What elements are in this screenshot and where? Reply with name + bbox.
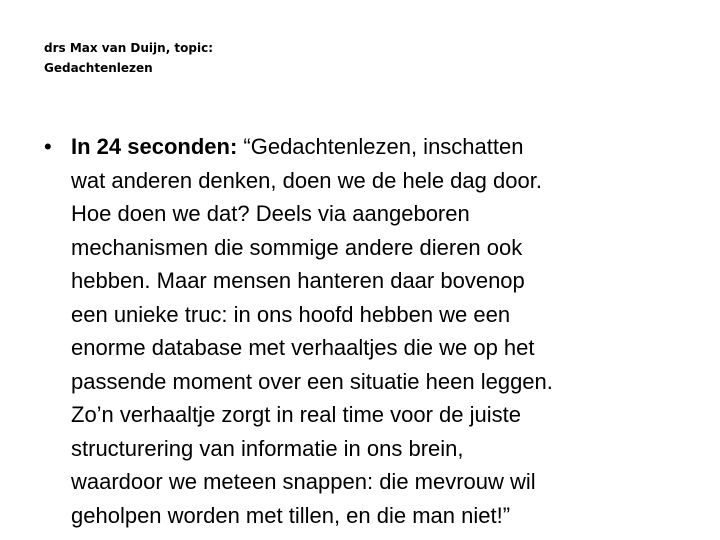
bullet-lead: In 24 seconden:	[71, 134, 238, 159]
bullet-line-11: geholpen worden met tillen, en die man niet!”	[71, 502, 511, 528]
header-author-topic: drs Max van Duijn, topic:	[44, 41, 214, 55]
bullet-line-3: mechanismen die sommige andere dieren ook	[71, 234, 523, 260]
slide-header	[44, 38, 364, 78]
header-topic-name: Gedachtenlezen	[44, 61, 153, 75]
bullet-line-4: hebben. Maar mensen hanteren daar bovenop	[71, 268, 525, 293]
bullet-text	[71, 130, 704, 532]
bullet-line-2: Hoe doen we dat? Deels via aangeboren	[71, 201, 470, 226]
bullet-line-5: een unieke truc: in ons hoofd hebben we een	[71, 301, 511, 327]
bullet-item	[44, 130, 704, 532]
slide-body	[44, 130, 704, 532]
bullet-line-1: wat anderen denken, doen we de hele dag door.	[71, 167, 542, 193]
bullet-line-7: passende moment over een situatie heen leggen.	[71, 368, 553, 394]
bullet-marker: •	[44, 134, 52, 159]
bullet-line-8: Zo’n verhaaltje zorgt in real time voor de juiste	[71, 402, 521, 427]
bullet-line-10: waardoor we meteen snappen: die mevrouw wil	[71, 469, 536, 494]
bullet-line-0	[71, 130, 704, 164]
bullet-line-6: enorme database met verhaaltjes die we op het	[71, 335, 535, 360]
bullet-first-line-rest: “Gedachtenlezen, inschatten	[237, 134, 524, 159]
bullet-line-9: structurering van informatie in ons brein,	[71, 435, 464, 461]
